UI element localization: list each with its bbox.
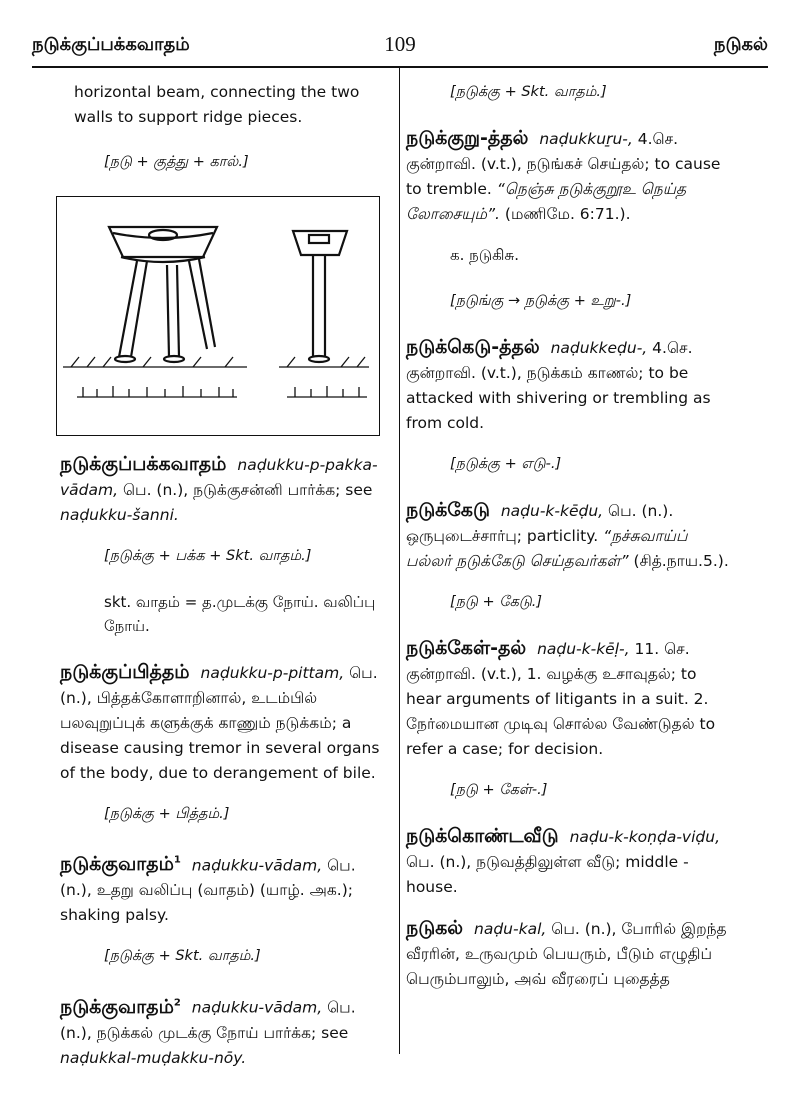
headword: நடுக்குவாதம்$^1$	[60, 853, 181, 876]
definition: பெ. (n.), பித்தக்கோளாறினால், உடம்பில் பலவுறுப்புக் களுக்குக் காணும் நடுக்கம்; a disease causing tremor in several organs of the body, due to derangement of bile.	[60, 664, 380, 782]
etymology: [நடுங்கு → நடுக்கு + உறு-.]	[450, 293, 632, 309]
citation: (மணிமே. 6:71.).	[504, 205, 631, 223]
etymology: [நடுக்கு + Skt. வாதம்.]	[450, 84, 607, 100]
definition: பெ. (n.), நடுவத்திலுள்ள வீடு; middle - house.	[406, 853, 689, 896]
headword: நடுக்கெடு-த்தல்	[406, 336, 540, 358]
quotation: “நெஞ்சு நடுக்குறூஉ நெய்த லோசையும்”.	[406, 180, 687, 223]
definition: பெ. (n.), உதறு வலிப்பு (வாதம்) (யாழ். அக.); shaking palsy.	[60, 856, 356, 925]
quotation: “நச்சுவாய்ப் பல்லர் நடுக்கேடு செய்தவர்கள்”	[406, 527, 688, 570]
headword: நடுக்கேடு	[406, 499, 490, 521]
etymology: [நடு + கேள்-.]	[450, 782, 548, 798]
entry-nadukkuru-ttal	[406, 126, 736, 227]
header-right-guide-word: நடுகல்	[713, 34, 768, 55]
transliteration: naḍukku-p-pakka-vādam,	[60, 456, 378, 499]
homonym-number: 2	[173, 997, 181, 1009]
transliteration: naḍukkeḍu-,	[550, 339, 648, 357]
transliteration: naḍu-k-kēḷ-,	[537, 640, 630, 658]
headword: நடுக்கேள்-தல்	[406, 637, 527, 659]
trestle-illustration	[57, 197, 379, 435]
headword: நடுக்குப்பித்தம்	[60, 661, 190, 683]
etymology: [நடுக்கு + Skt. வாதம்.]	[104, 948, 261, 965]
transliteration: naḍukku-p-pittam,	[200, 664, 345, 682]
entry-naduk-kup-pakka-vadam	[60, 452, 385, 528]
headword: நடுக்குவாதம்$^2$	[60, 995, 181, 1018]
homonym-number: 1	[173, 855, 181, 866]
headword: நடுக்குறு-த்தல்	[406, 127, 529, 149]
entry-nadukkonda-vidu	[406, 824, 736, 900]
definition: பெ. (n.), நடுக்கல் முடக்கு நோய் பார்க்க; see	[60, 998, 356, 1042]
header-rule	[32, 66, 768, 68]
citation: (சித்.நாய.5.).	[633, 552, 729, 570]
entry-nadukal	[406, 916, 736, 992]
etymology: [நடு + குத்து + கால்.]	[104, 154, 249, 170]
headword: நடுக்குப்பக்கவாதம்	[60, 453, 227, 475]
page-header	[32, 28, 768, 62]
definition: பெ. (n.), போரில் இறந்த வீரரின், உருவமும் பெயரும், பீடும் எழுதிப் பெரும்பாலும், அவ் வீரரைப் புதைத்த	[406, 920, 727, 988]
etymology: [நடு + கேடு.]	[450, 594, 543, 610]
etymology: [நடுக்கு + பக்க + Skt. வாதம்.]	[104, 548, 312, 564]
entry-nadukkel-tal	[406, 636, 736, 762]
transliteration: naḍukkuṟu-,	[539, 130, 633, 148]
left-column	[60, 80, 385, 1087]
definition: பெ. (n.). ஒருபுடைச்சார்பு; particlity.	[406, 502, 674, 545]
cognate-note: க. நடுகிசு.	[450, 246, 519, 264]
page-number: 109	[384, 32, 416, 56]
entry-naduk-kup-pittam	[60, 660, 385, 786]
header-left-guide-word: நடுக்குப்பக்கவாதம்	[32, 34, 190, 55]
see-reference: naḍukku-šanni.	[60, 506, 179, 524]
entry-naduk-ku-vadam-1	[60, 848, 385, 928]
entry-nadukkedu	[406, 498, 736, 574]
definition: 11. செ. குன்றாவி. (v.t.), 1. வழக்கு உசாவுதல்; to hear arguments of litigants in a suit. 2. நேர்மையான முடிவு சொல்ல வேண்டுதல் to refer a case; for decision.	[406, 640, 716, 758]
entry-nadukkedu-ttal	[406, 335, 736, 436]
headword: நடுக்கொண்டவீடு	[406, 825, 559, 847]
transliteration: naḍukku-vādam,	[191, 856, 323, 875]
definition: பெ. (n.), நடுக்குசன்னி பார்க்க; see	[122, 481, 373, 499]
transliteration: naḍu-kal,	[474, 920, 547, 938]
column-divider	[399, 68, 400, 1054]
entry-naduk-ku-vadam-2	[60, 990, 385, 1070]
right-column	[406, 80, 736, 1008]
transliteration: naḍu-k-kēḍu,	[500, 502, 604, 520]
etymology: [நடுக்கு + எடு-.]	[450, 456, 562, 472]
see-reference: naḍukkal-muḍakku-nōy.	[60, 1048, 247, 1067]
definition: 4.செ. குன்றாவி. (v.t.), நடுக்கம் காணல்; to be attacked with shivering or trembling as from cold.	[406, 339, 711, 432]
transliteration: naḍu-k-koṇḍa-viḍu,	[569, 828, 720, 846]
headword: நடுகல்	[406, 917, 464, 939]
transliteration: naḍukku-vādam,	[191, 998, 323, 1017]
usage-note: skt. வாதம் = த.முடக்கு நோய். வலிப்பு நோய்.	[104, 593, 376, 635]
continuation-text: horizontal beam, connecting the two walls to support ridge pieces.	[74, 83, 360, 126]
illustration-figure	[56, 196, 380, 436]
etymology: [நடுக்கு + பித்தம்.]	[104, 806, 230, 822]
definition: 4.செ. குன்றாவி. (v.t.), நடுங்கச் செய்தல்; to cause to tremble.	[406, 130, 721, 198]
